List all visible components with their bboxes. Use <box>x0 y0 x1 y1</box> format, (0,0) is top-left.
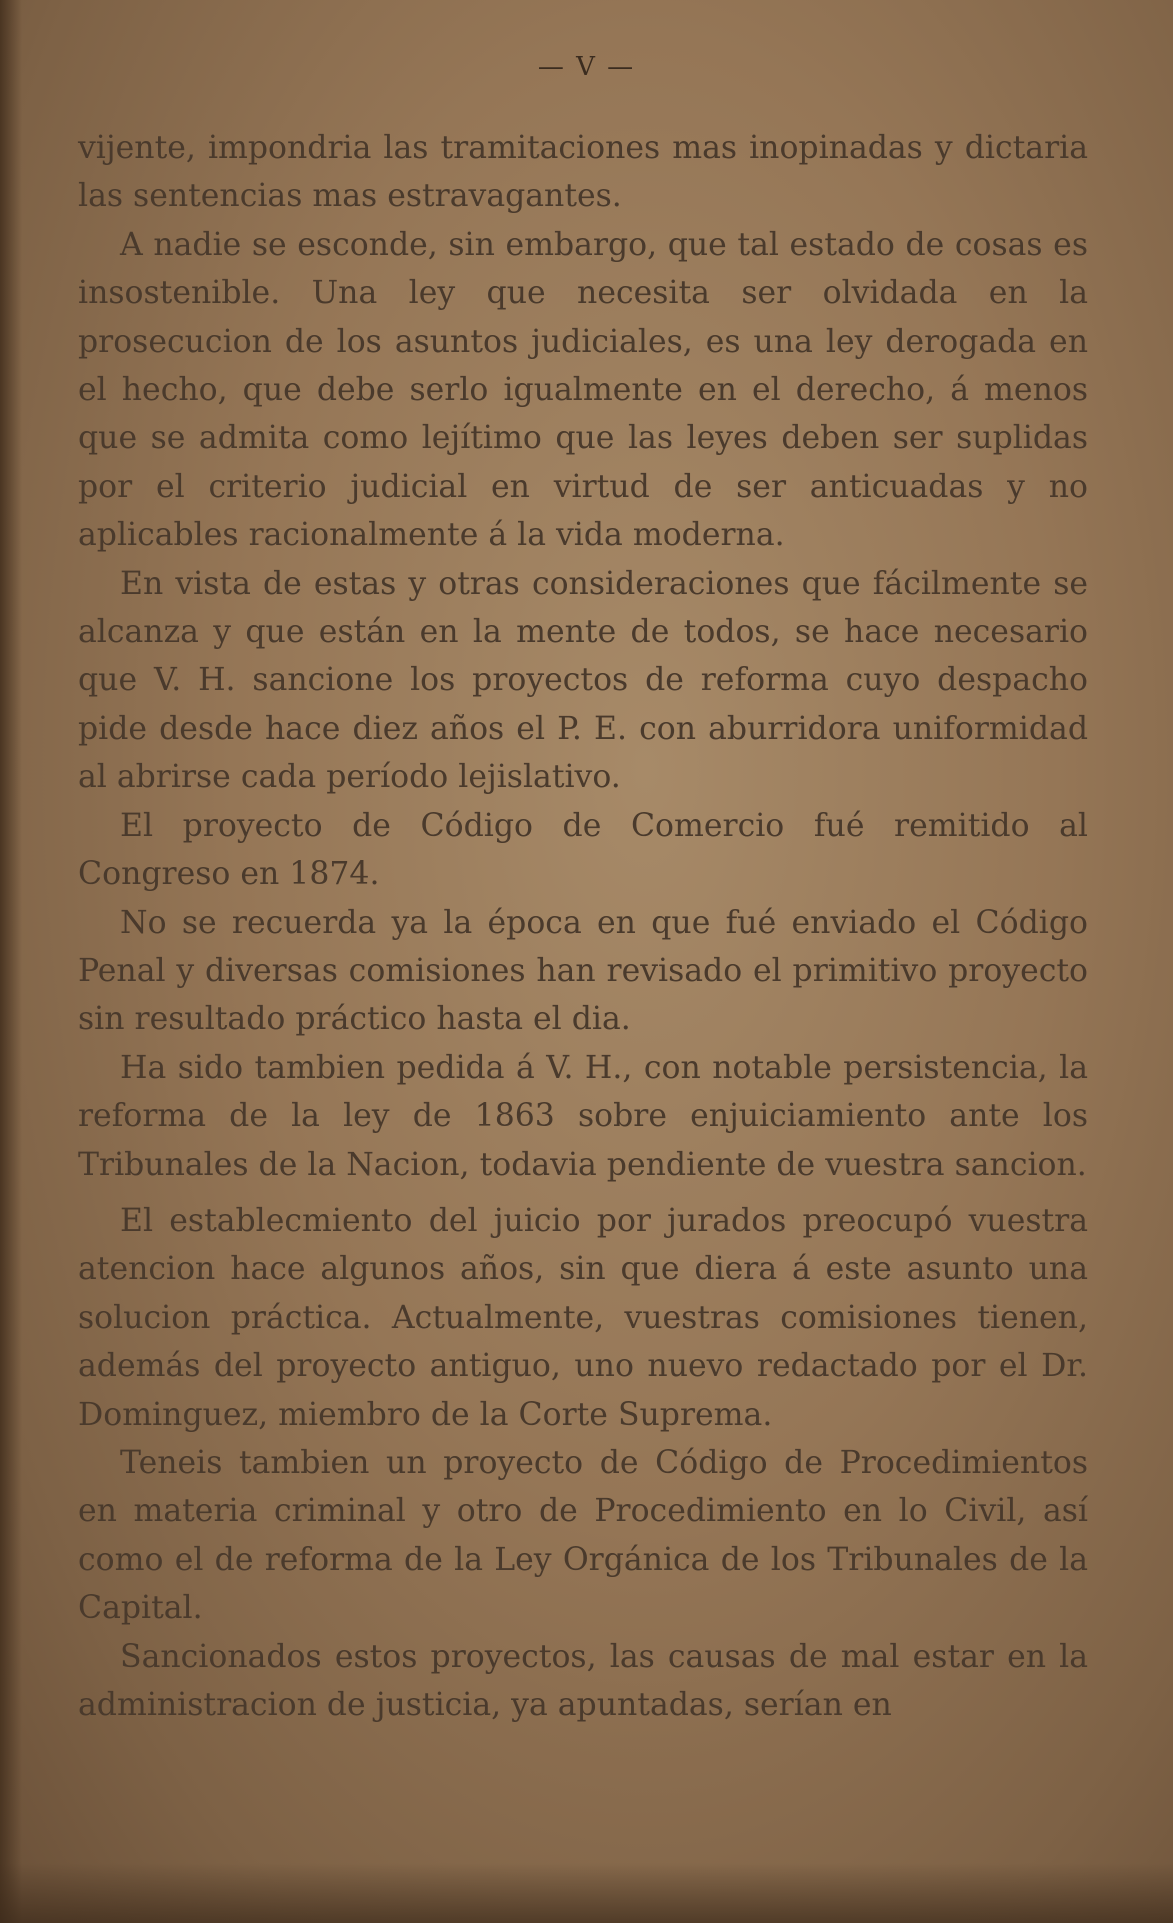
paragraph: No se recuerda ya la época en que fué enviado el Código Penal y diversas comisiones han revisado el primitivo proyecto sin resultado práctico hasta el dia. <box>78 904 1088 1038</box>
paragraph-continuation: vijente, impondria las tramitaciones mas inopinadas y dictaria las sentencias mas estravagantes. <box>78 130 1088 215</box>
page-number-header: — V — <box>537 52 636 82</box>
page-body <box>78 124 1088 1729</box>
paragraph: El establecmiento del juicio por jurados preocupó vuestra atencion hace algunos años, sin que diera á este asunto una solucion práctica. Actualmente, vuestras comisiones tienen, además del proyecto antiguo, uno nuevo redactado por el Dr. Dominguez, miembro de la Corte Suprema. <box>78 1202 1088 1433</box>
paragraph: El proyecto de Código de Comercio fué remitido al Congreso en 1874. <box>78 807 1088 893</box>
paragraph: Teneis tambien un proyecto de Código de Procedimientos en materia criminal y otro de Procedimiento en lo Civil, así como el de reforma de la Ley Orgánica de los Tribunales de la Capital. <box>78 1444 1088 1627</box>
paragraph: En vista de estas y otras consideraciones que fácilmente se alcanza y que están en la mente de todos, se hace necesario que V. H. sancione los proyectos de reforma cuyo despacho pide desde hace diez años el P. E. con aburridora uniformidad al abrirse cada período lejislativo. <box>78 565 1088 796</box>
binding-shadow <box>0 0 22 1923</box>
paragraph: A nadie se esconde, sin embargo, que tal estado de cosas es insostenible. Una ley que necesita ser olvidada en la prosecucion de los asuntos judiciales, es una ley derogada en el hecho, que debe serlo igualmente en el derecho, á menos que se admita como lejítimo que las leyes deben ser suplidas por el criterio judicial en virtud de ser anticuadas y no aplicables racionalmente á la vida moderna. <box>78 226 1088 554</box>
bottom-shadow <box>0 1863 1173 1923</box>
paragraph: Ha sido tambien pedida á V. H., con notable persistencia, la reforma de la ley de 1863 sobre enjuiciamiento ante los Tribunales de la Nacion, todavia pendiente de vuestra sancion. <box>78 1049 1088 1183</box>
paragraph: Sancionados estos proyectos, las causas de mal estar en la administracion de justicia, ya apuntadas, serían en <box>78 1638 1088 1723</box>
